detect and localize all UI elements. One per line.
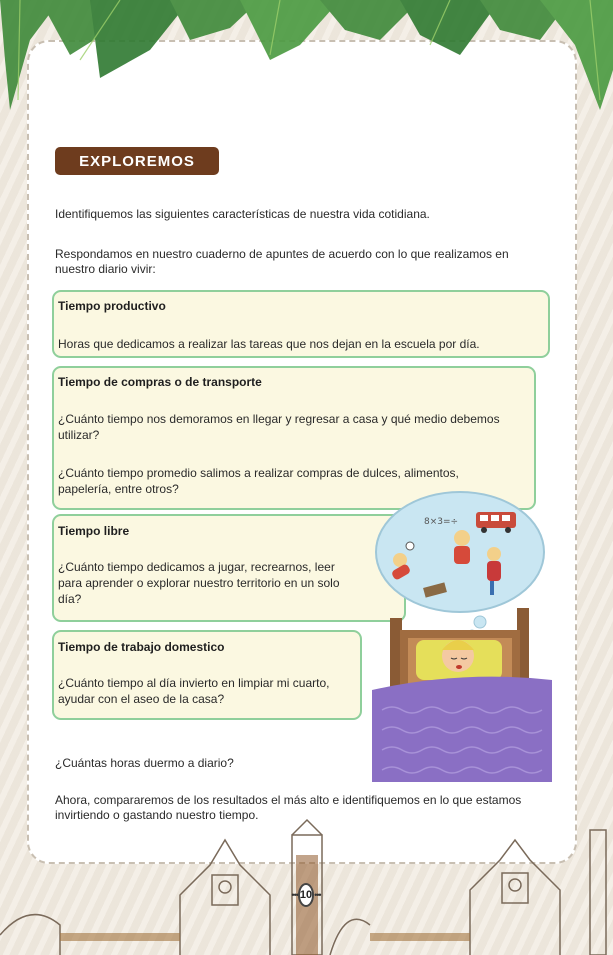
intro-text: Identifiquemos las siguientes características de nuestra vida cotidiana. <box>55 207 430 221</box>
page-number-circle: 10 <box>298 883 314 907</box>
sleeping-child-illustration <box>372 490 552 782</box>
info-box-transport <box>52 366 536 510</box>
closing-text-line1: Ahora, compararemos de los resultados el más alto e identifiquemos en lo que estamos <box>55 793 522 807</box>
instruction-text-line1: Respondamos en nuestro cuaderno de apuntes de acuerdo con lo que realizamos en <box>55 247 509 261</box>
info-box-domestic-work <box>52 630 362 720</box>
box-line: ¿Cuánto tiempo nos demoramos en llegar y regresar a casa y qué medio debemos <box>58 412 500 426</box>
page-number <box>293 884 319 906</box>
box-line: ayudar con el aseo de la casa? <box>58 692 225 706</box>
box-line: ¿Cuánto tiempo al día invierto en limpiar mi cuarto, <box>58 676 330 690</box>
box-title: Tiempo productivo <box>58 299 166 313</box>
box-line: utilizar? <box>58 428 100 442</box>
box-line: para aprender o explorar nuestro territorio en un solo <box>58 576 340 590</box>
closing-text-line2: invirtiendo o gastando nuestro tiempo. <box>55 808 259 822</box>
box-title: Tiempo de compras o de transporte <box>58 375 262 389</box>
box-title: Tiempo libre <box>58 524 130 538</box>
dots-right: ••• <box>314 890 321 900</box>
box-line: ¿Cuánto tiempo promedio salimos a realizar compras de dulces, alimentos, <box>58 466 459 480</box>
svg-text:8×3=÷: 8×3=÷ <box>424 517 459 527</box>
palm-leaves-illustration <box>0 0 613 110</box>
info-box-free-time <box>52 514 406 622</box>
box-line: día? <box>58 592 82 606</box>
box-line: Horas que dedicamos a realizar las tareas que nos dejan en la escuela por día. <box>58 337 480 351</box>
instruction-text-line2: nuestro diario vivir: <box>55 262 156 276</box>
box-line: ¿Cuánto tiempo dedicamos a jugar, recrearnos, leer <box>58 560 335 574</box>
sleep-question: ¿Cuántas horas duermo a diario? <box>55 756 234 770</box>
box-line: papelería, entre otros? <box>58 482 179 496</box>
dots-left: ••• <box>291 890 298 900</box>
section-heading: EXPLOREMOS <box>55 147 219 175</box>
box-title: Tiempo de trabajo domestico <box>58 640 225 654</box>
info-box-productive <box>52 290 550 358</box>
